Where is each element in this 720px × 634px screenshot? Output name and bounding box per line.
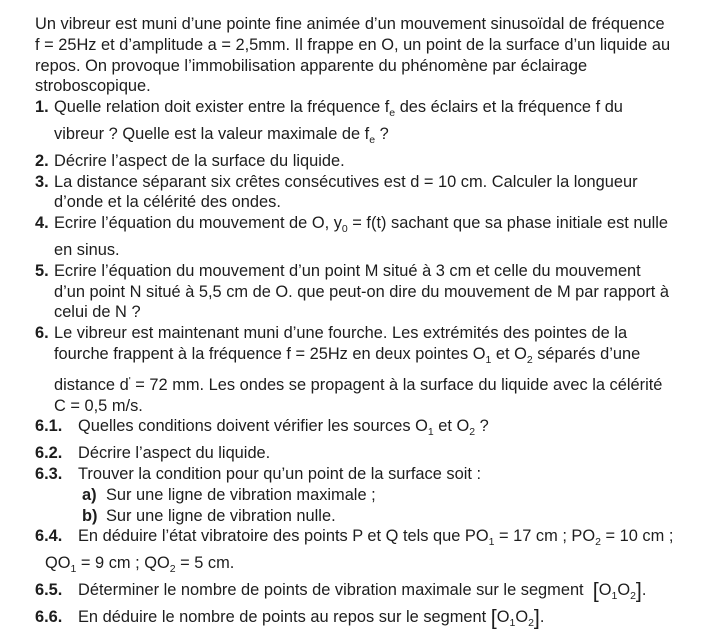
item-number: 2. — [35, 151, 49, 170]
item-number: 3. — [35, 172, 49, 191]
bracket: ] — [533, 605, 540, 630]
text-line — [0, 371, 720, 396]
bracket: [ — [490, 605, 497, 630]
text-line — [0, 396, 720, 417]
text-run: . — [641, 580, 647, 599]
text-run: Décrire l’aspect de la surface du liquide. — [54, 151, 345, 170]
text-run: Quelles conditions doivent vérifier les sources O — [78, 417, 428, 436]
exercise-item-1 — [0, 97, 720, 124]
exercise-item-6 — [0, 323, 720, 344]
text-run: fourche frappent à la fréquence f = 25Hz en deux pointes O — [54, 344, 486, 363]
item-number: 6.3. — [35, 464, 63, 483]
text-run: La distance séparant six crêtes consécutives est d = 10 cm. Calculer la longueur — [54, 172, 638, 191]
text-line — [0, 553, 720, 580]
text-run: = 5 cm. — [175, 554, 235, 573]
text-run: Quelle relation doit exister entre la fréquence f — [54, 98, 390, 117]
exercise-item-62 — [0, 443, 720, 464]
text-run: O — [598, 580, 612, 599]
text-line — [0, 282, 720, 303]
subscript: 2 — [526, 353, 533, 366]
text-line — [0, 344, 720, 371]
subscript: e — [389, 107, 396, 120]
exercise-item-65 — [0, 580, 720, 607]
item-number: a) — [82, 485, 97, 504]
subscript: 1 — [427, 426, 434, 439]
text-run: vibreur ? Quelle est la valeur maximale de f — [54, 124, 370, 143]
text-line — [0, 240, 720, 261]
text-run: Sur une ligne de vibration maximale ; — [106, 485, 376, 504]
item-number: 6.6. — [35, 607, 63, 626]
text-run: des éclairs et la fréquence f du — [395, 98, 623, 117]
text-line — [0, 76, 720, 97]
subscript: 0 — [341, 223, 348, 236]
exercise-item-4 — [0, 213, 720, 240]
prime-mark: ' — [128, 374, 131, 387]
subscript: 1 — [509, 616, 516, 629]
exercise-item-66 — [0, 607, 720, 634]
subscript: 2 — [469, 426, 476, 439]
subscript: 2 — [630, 589, 636, 602]
item-number: 6.4. — [35, 527, 63, 546]
text-run: Décrire l’aspect du liquide. — [78, 444, 271, 463]
text-run: = 72 mm. Les ondes se propagent à la surface du liquide avec la célérité — [130, 375, 663, 394]
text-run: Ecrire l’équation du mouvement d’un point M situé à 3 cm et celle du mouvement — [54, 261, 641, 280]
text-line — [0, 56, 720, 77]
text-run: Le vibreur est maintenant muni d’une fourche. Les extrémités des pointes de la — [54, 324, 628, 343]
exercise-item-a — [0, 485, 720, 506]
subscript: 1 — [485, 353, 492, 366]
exercise-item-5 — [0, 261, 720, 282]
exercise-item-63 — [0, 464, 720, 485]
exercise-item-b — [0, 506, 720, 527]
text-run: O — [617, 580, 631, 599]
text-run: f = 25Hz et d’amplitude a = 2,5mm. Il frappe en O, un point de la surface d’un liquide au — [35, 35, 671, 54]
text-run: Un vibreur est muni d’une pointe fine animée d’un mouvement sinusoïdal de fréquence — [35, 15, 665, 33]
text-run: O — [496, 607, 510, 626]
item-number: 6.5. — [35, 580, 63, 599]
text-run: ? — [375, 124, 389, 143]
exercise-item-3 — [0, 172, 720, 193]
bracket: ] — [635, 578, 642, 603]
item-number: 1. — [35, 98, 49, 117]
text-run: En déduire l’état vibratoire des points P et Q tels que PO — [78, 527, 489, 546]
text-run: d’onde et la célérité des ondes. — [54, 193, 281, 212]
text-run: Ecrire l’équation du mouvement de O, y — [54, 214, 342, 233]
exercise-item-2 — [0, 151, 720, 172]
item-number: 6.1. — [35, 417, 63, 436]
subscript: 2 — [528, 616, 534, 629]
text-run: = 9 cm ; QO — [76, 554, 170, 573]
text-run: d’un point N situé à 5,5 cm de O. que peut-on dire du mouvement de M par rapport à — [54, 282, 670, 301]
text-run: Déterminer le nombre de points de vibration maximale sur le segment — [78, 580, 593, 599]
subscript: 2 — [169, 563, 176, 576]
exercise-item-64 — [0, 526, 720, 553]
text-run: C = 0,5 m/s. — [54, 396, 143, 415]
text-run: O — [515, 607, 529, 626]
exercise-item-61 — [0, 416, 720, 443]
text-run: séparés d’une — [532, 344, 641, 363]
text-run: ? — [475, 417, 489, 436]
item-number: 6. — [35, 324, 49, 343]
text-run: et O — [433, 417, 470, 436]
text-run: = f(t) sachant que sa phase initiale est nulle — [347, 214, 669, 233]
text-run: En déduire le nombre de points au repos sur le segment — [78, 607, 491, 626]
item-number: b) — [82, 506, 98, 525]
text-line — [0, 302, 720, 323]
text-run: en sinus. — [54, 240, 120, 259]
text-run: distance d — [54, 375, 129, 394]
text-run: celui de N ? — [54, 303, 141, 322]
text-run: Sur une ligne de vibration nulle. — [106, 506, 336, 525]
item-number: 6.2. — [35, 444, 63, 463]
subscript: 1 — [488, 536, 495, 549]
text-run: QO — [45, 554, 71, 573]
text-line — [0, 124, 720, 151]
subscript: 1 — [611, 589, 618, 602]
text-run: . — [539, 607, 545, 626]
text-run: = 17 cm ; PO — [494, 527, 596, 546]
text-run: repos. On provoque l’immobilisation apparente du phénomène par éclairage — [35, 56, 588, 75]
text-run: et O — [491, 344, 527, 363]
text-line — [0, 35, 720, 56]
subscript: e — [369, 133, 376, 146]
text-run: = 10 cm ; — [600, 527, 674, 546]
item-number: 5. — [35, 261, 49, 280]
subscript: 2 — [595, 536, 601, 549]
text-run: stroboscopique. — [35, 77, 151, 96]
text-run: Trouver la condition pour qu’un point de la surface soit : — [78, 464, 482, 483]
bracket: [ — [592, 578, 599, 603]
text-line — [0, 14, 720, 35]
text-line — [0, 192, 720, 213]
subscript: 1 — [70, 563, 77, 576]
item-number: 4. — [35, 214, 49, 233]
